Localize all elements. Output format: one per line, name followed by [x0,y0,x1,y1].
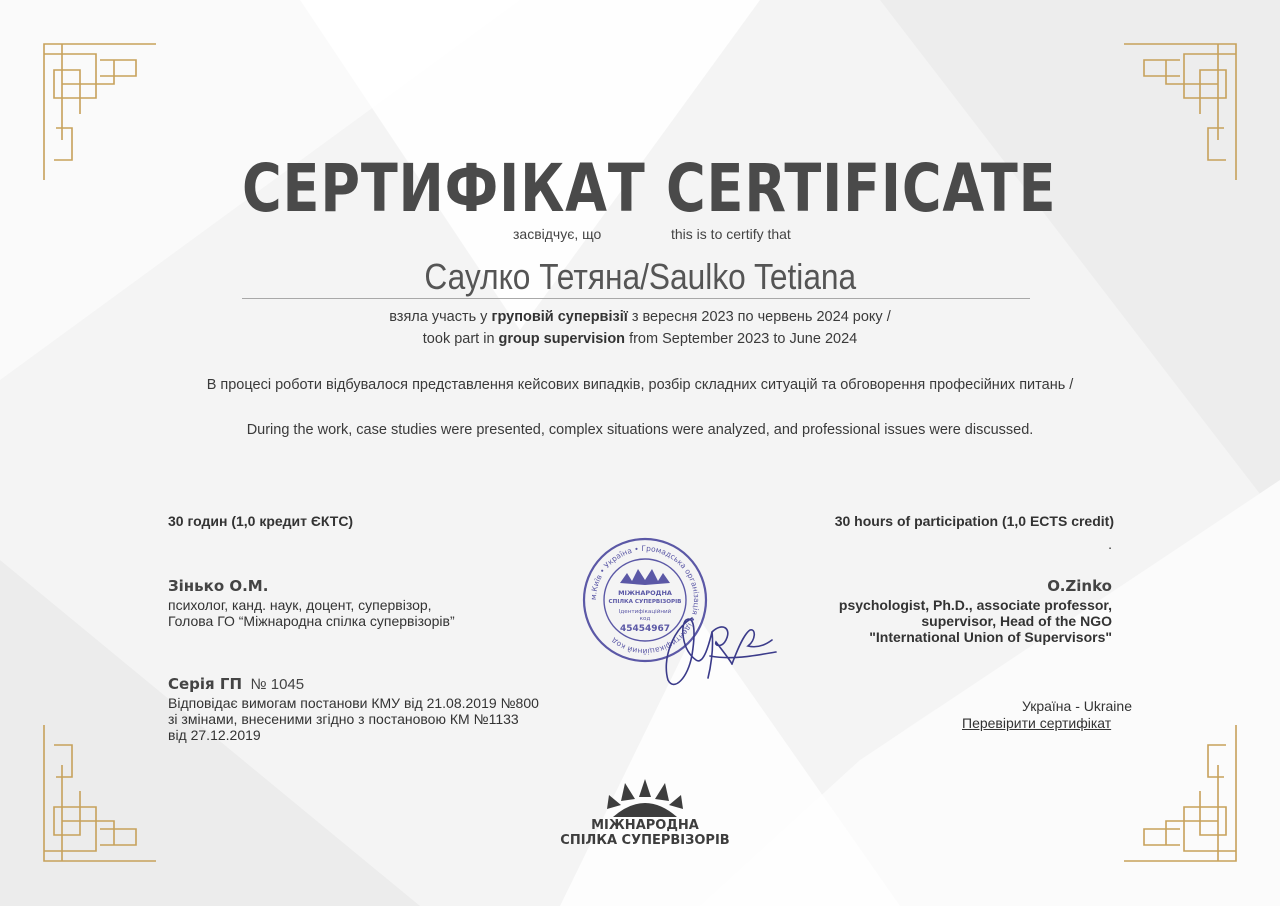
name-underline [242,298,1030,299]
signature [652,600,782,695]
hours-en-dot: . [1108,536,1112,552]
signer-title-ua-1: психолог, канд. наук, доцент, супервізор, [168,597,432,613]
description-en: During the work, case studies were presented, complex situations were analyzed, and professional issues were discussed. [246,422,1034,438]
signer-title-en-2: supervisor, Head of the NGO [921,613,1112,629]
description-ua: В процесі роботи відбувалося представлення кейсових випадків, розбір складних ситуацій та обговорення професійних питань / [206,377,1074,393]
org-logo-line1: МІЖНАРОДНА [591,818,699,833]
stamp-org-line2: СПІЛКА СУПЕРВІЗОРІВ [608,599,682,605]
stamp-id-code: 45454967 [619,624,671,634]
org-logo-text [0,818,1280,848]
org-logo-icon [595,775,695,819]
subtitle-en: this is to certify that [671,226,791,242]
stamp-ring-text: м.Київ • Україна • Громадська організація • ідентифікаційний код [588,543,702,657]
signer-title-ua-2: Голова ГО “Міжнародна спілка супервізорів” [168,613,455,629]
org-logo-line2: СПІЛКА СУПЕРВІЗОРІВ [560,833,730,848]
hours-en: 30 hours of participation (1,0 ECTS credit) [834,513,1114,529]
series [168,675,304,694]
title-ua: СЕРТИФІКАТ [242,150,646,227]
recipient-name: Саулко Тетяна/Saulko Tetiana [424,256,856,297]
compliance-line-1: Відповідає вимогам постанови КМУ від 21.08.2019 №800 [168,695,539,711]
signer-title-en-1: psychologist, Ph.D., associate professor, [838,597,1112,613]
compliance-line-3: від 27.12.2019 [168,727,261,743]
corner-ornament-top-left [40,40,160,185]
participation-line-ua: взяла участь у груповій супервізії з вересня 2023 по червень 2024 року / [389,309,891,325]
stamp-id-label: Ідентифікаційний [618,609,672,615]
series-number: № 1045 [250,676,305,693]
signer-title-en-3: "International Union of Supervisors" [869,629,1112,645]
stamp-id-label2: код [639,616,651,622]
verify-certificate-link[interactable]: Перевірити сертифікат [962,715,1112,731]
stamp-org-line1: МІЖНАРОДНА [618,589,672,597]
stamp-crown-icon [620,569,670,585]
signer-name-ua: Зінько О.М. [168,577,269,595]
country: Україна - Ukraine [1021,698,1132,714]
hours-ua: 30 годин (1,0 кредит ЄКТС) [168,513,354,529]
title-en: CERTIFICATE [666,150,1057,227]
participation-line-en: took part in group supervision from September 2023 to June 2024 [422,331,858,347]
subtitle-ua: засвідчує, що [513,226,602,242]
series-label: Серія ГП [168,675,243,693]
compliance-line-2: зі змінами, внесеними згідно з постановою КМ №1133 [168,711,519,727]
corner-ornament-top-right [1120,40,1240,185]
signer-name-en: O.Zinko [1047,577,1112,595]
